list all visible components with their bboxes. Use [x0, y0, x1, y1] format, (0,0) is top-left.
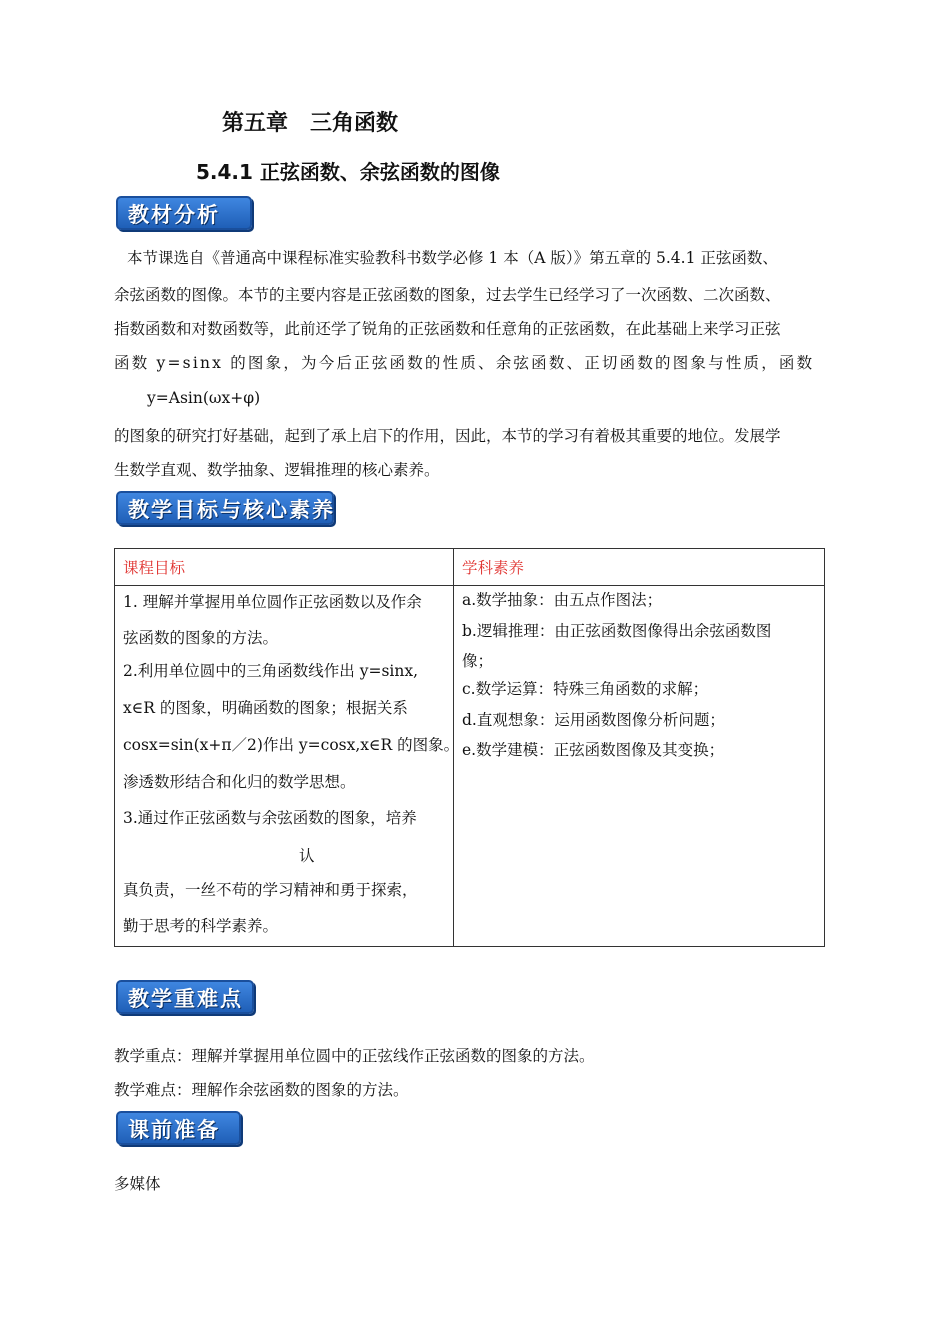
literacy-line: 像；: [462, 652, 494, 670]
goal-line: 渗透数形结合和化归的数学思想。: [123, 773, 356, 791]
analysis-line: 指数函数和对数函数等，此前还学了锐角的正弦函数和任意角的正弦函数，在此基础上来学习正弦: [114, 320, 781, 338]
chapter-title: 第五章 三角函数: [222, 111, 399, 136]
prep-text: 多媒体: [114, 1175, 161, 1193]
analysis-formula: y=Asin(ωx+φ): [147, 389, 261, 407]
literacy-line: e.数学建模：正弦函数图像及其变换；: [462, 741, 725, 759]
analysis-line: 余弦函数的图像。本节的主要内容是正弦函数的图象，过去学生已经学习了一次函数、二次函数、: [114, 286, 781, 304]
analysis-line: 本节课选自《普通高中课程标准实验教科书数学必修 1 本（A 版）》第五章的 5.4.1 正弦函数、: [127, 249, 778, 267]
subject-literacy-cell: [454, 586, 825, 947]
goal-line: 弦函数的图象的方法。: [123, 629, 279, 647]
keypoints-banner: 教学重难点: [116, 980, 254, 1014]
goals-banner: 教学目标与核心素养: [116, 491, 334, 525]
goal-line: 勤于思考的科学素养。: [123, 917, 279, 935]
analysis-banner: 教材分析: [116, 196, 252, 230]
course-goals-cell: [115, 586, 460, 947]
goal-line: cosx=sin(x+π／2)作出 y=cosx,x∈R 的图象。: [123, 736, 460, 754]
analysis-line: 函数 y=sinx 的图象，为今后正弦函数的性质、余弦函数、正切函数的图象与性质，函数: [114, 354, 815, 372]
teaching-focus: 教学重点：理解并掌握用单位圆中的正弦线作正弦函数的图象的方法。: [114, 1047, 595, 1065]
goal-line: 3.通过作正弦函数与余弦函数的图象，培养: [123, 809, 417, 827]
analysis-line: 生数学直观、数学抽象、逻辑推理的核心素养。: [114, 461, 440, 479]
section-title: 5.4.1 正弦函数、余弦函数的图像: [196, 160, 500, 184]
goal-line: 真负责，一丝不苟的学习精神和勇于探索，: [123, 881, 418, 899]
literacy-line: b.逻辑推理：由正弦函数图像得出余弦函数图: [462, 622, 772, 640]
prep-banner: 课前准备: [116, 1111, 241, 1145]
teaching-difficulty: 教学难点：理解作余弦函数的图象的方法。: [114, 1081, 409, 1099]
course-goals-header: 课程目标: [115, 549, 454, 586]
goal-line: 认: [299, 847, 315, 865]
goals-table: [114, 548, 825, 947]
goal-line: 1. 理解并掌握用单位圆作正弦函数以及作余: [123, 593, 422, 611]
analysis-line: 的图象的研究打好基础，起到了承上启下的作用，因此，本节的学习有着极其重要的地位。发展学: [114, 427, 781, 445]
goal-line: 2.利用单位圆中的三角函数线作出 y=sinx,: [123, 662, 419, 680]
subject-literacy-header: 学科素养: [454, 549, 825, 586]
literacy-line: c.数学运算：特殊三角函数的求解；: [462, 680, 709, 698]
literacy-line: a.数学抽象：由五点作图法；: [462, 591, 663, 609]
goal-line: x∈R 的图象，明确函数的图象；根据关系: [123, 699, 408, 717]
literacy-line: d.直观想象：运用函数图像分析问题；: [462, 711, 725, 729]
